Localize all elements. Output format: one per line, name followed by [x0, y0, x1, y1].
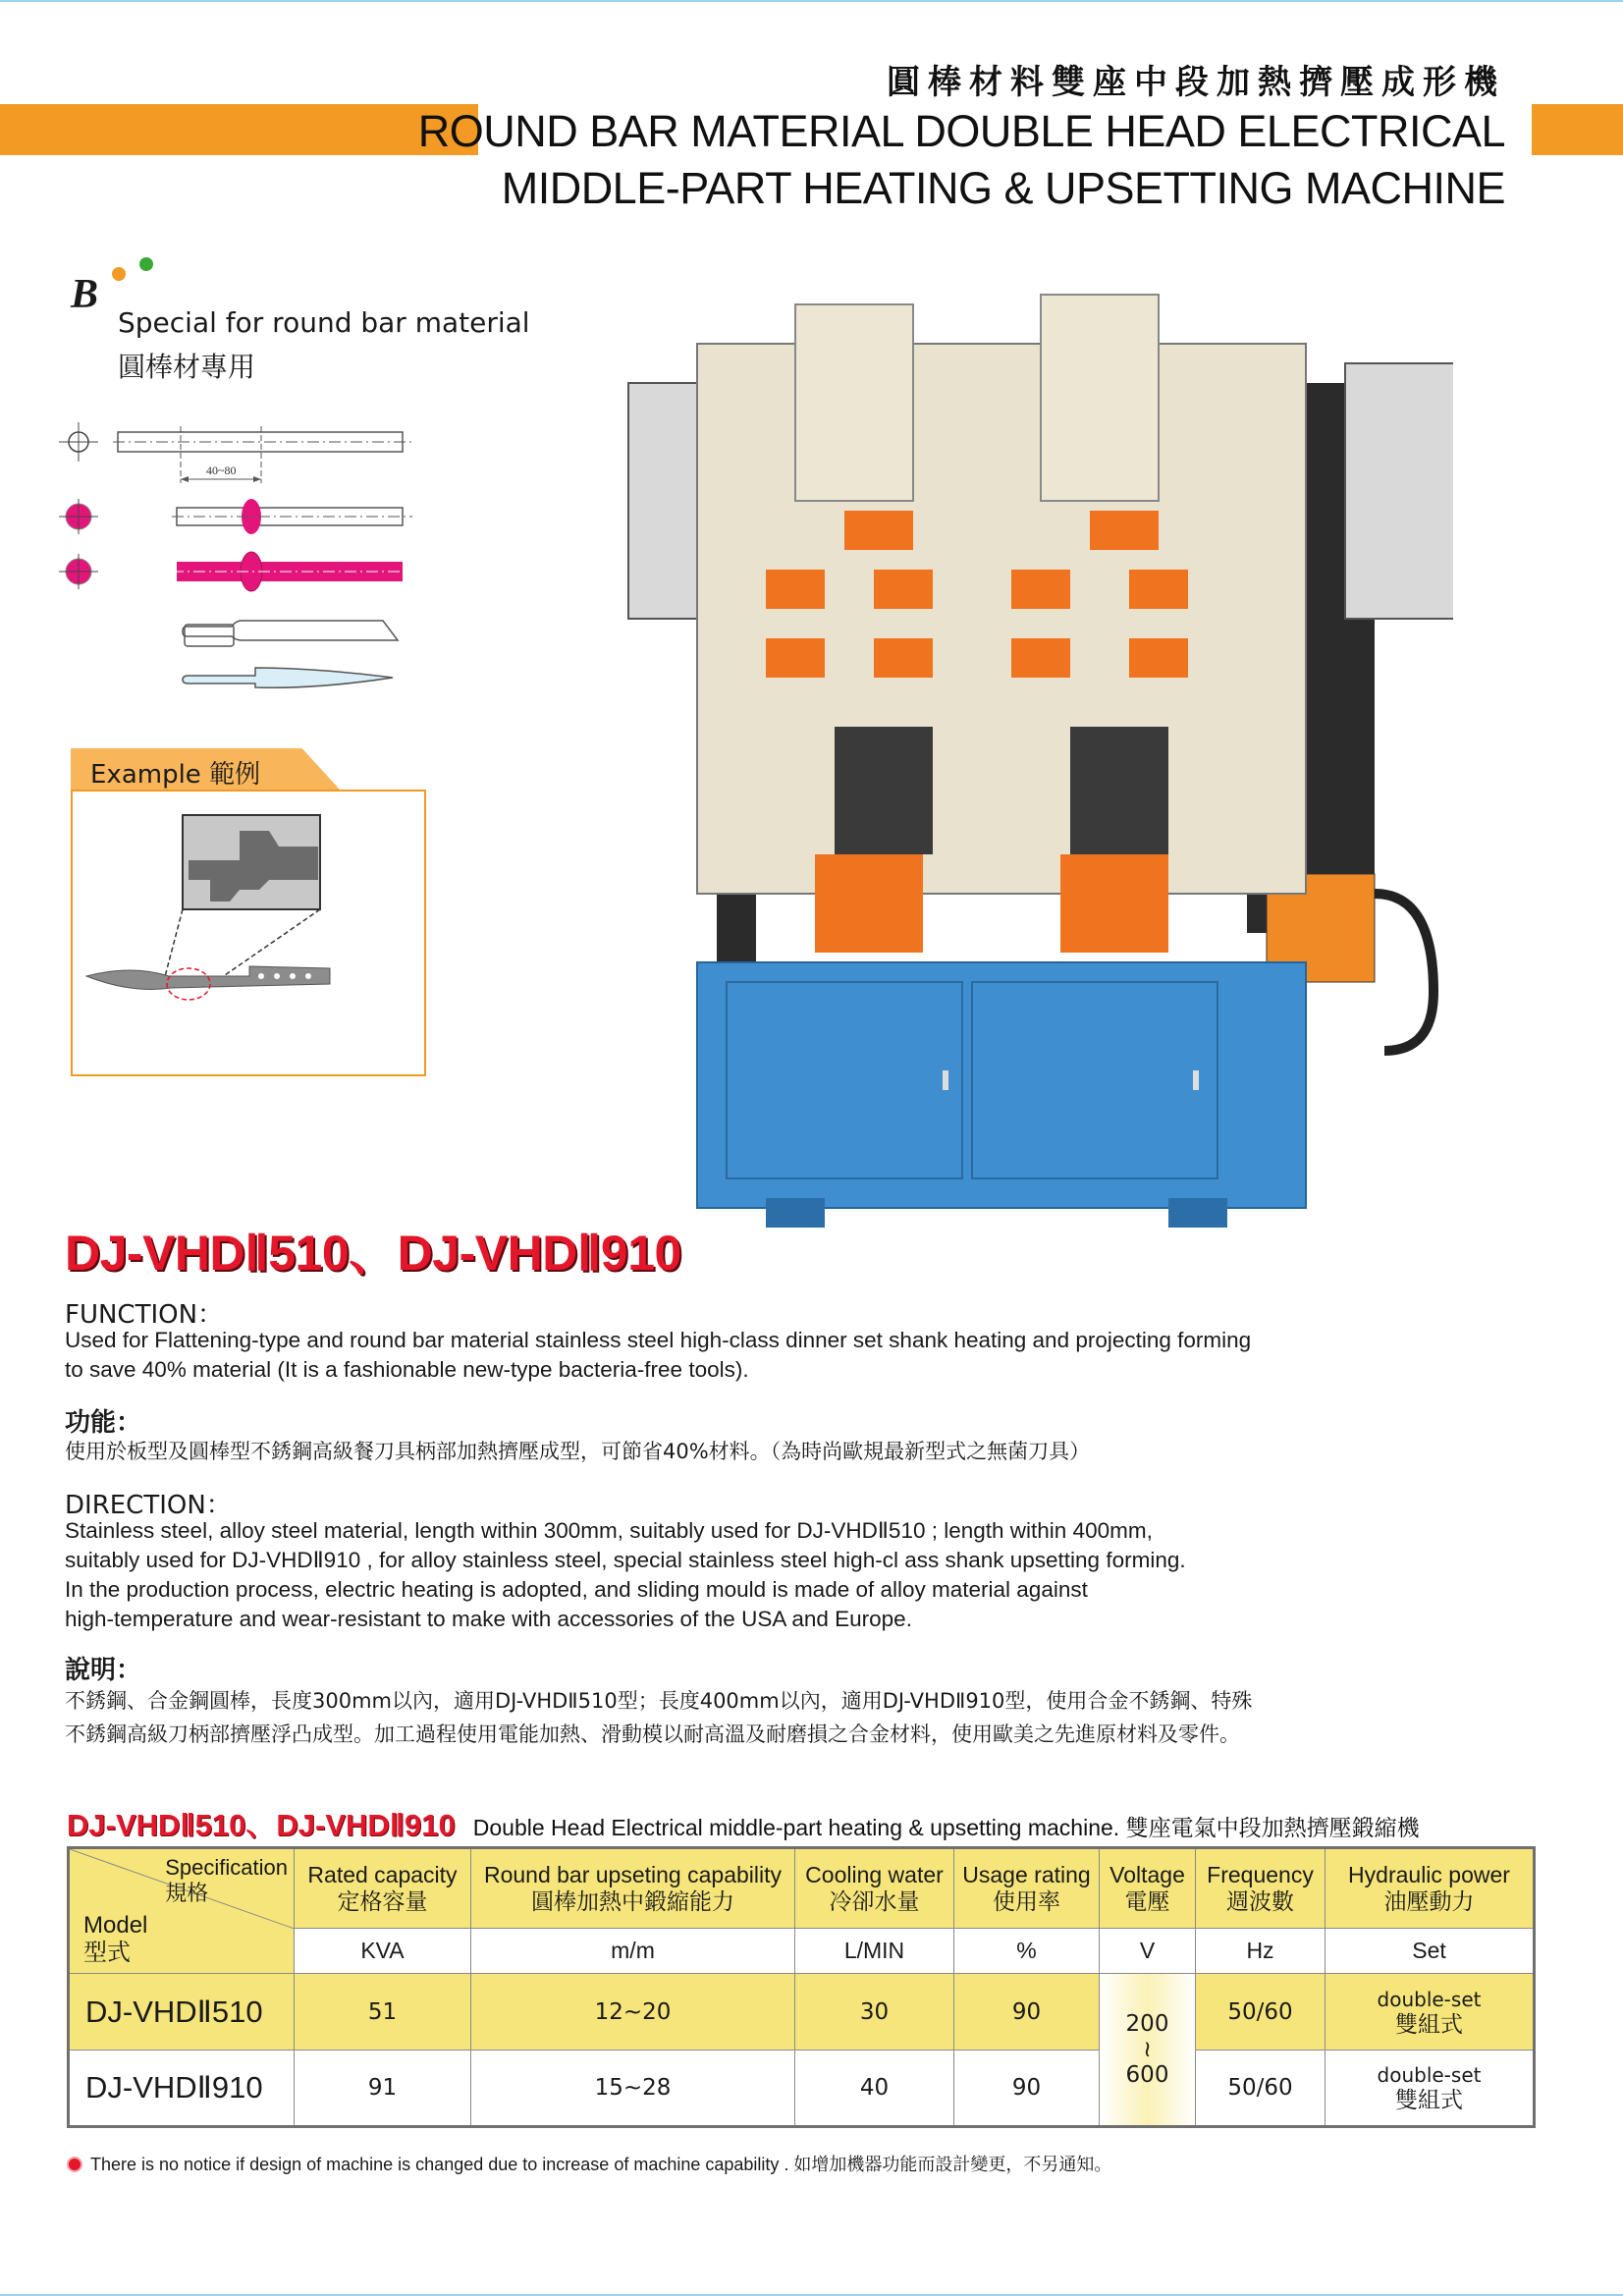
unit-hydraulic: Set [1325, 1929, 1535, 1974]
header-accent-bar-left [0, 104, 478, 155]
unit-frequency: Hz [1196, 1929, 1325, 1974]
row-hydraulic: double-set 雙組式 [1325, 2050, 1535, 2127]
row-water: 40 [795, 2050, 954, 2127]
direction-text-zh-line1: 不銹鋼、合金鋼圓棒，長度300mm以內，適用DJ-VHDⅡ510型；長度400mm以內，適用DJ-VHDⅡ910型，使用合金不銹鋼、特殊 [65, 1689, 1253, 1713]
row-upset: 12~20 [471, 1974, 795, 2050]
category-label-en: Special for round bar material [118, 306, 530, 339]
notice-bullet-icon [67, 2157, 82, 2172]
unit-upset: m/m [471, 1929, 795, 1974]
spec-table-description: Double Head Electrical middle-part heating & upsetting machine. 雙座電氣中段加熱擠壓鍛縮機 [472, 1815, 1420, 1840]
direction-heading-en: DIRECTION： [65, 1491, 232, 1520]
row-frequency: 50/60 [1196, 1974, 1325, 2050]
notice-text: There is no notice if design of machine is changed due to increase of machine capability . 如增加機器功能而設計變更，不另通知。 [90, 2155, 1112, 2174]
direction-text-en-line4: high-temperature and wear-resistant to make with accessories of the USA and Europe. [65, 1607, 912, 1631]
row-usage: 90 [954, 2050, 1100, 2127]
row-upset: 15~28 [471, 2050, 795, 2127]
direction-text-en-line1: Stainless steel, alloy steel material, length within 300mm, suitably used for DJ-VHDⅡ510 ; length within 400mm, [65, 1518, 1153, 1543]
spec-header-row [69, 1848, 1535, 1929]
function-text-en-line2: to save 40% material (It is a fashionable new-type bacteria-free tools). [65, 1357, 749, 1382]
category-label-zh: 圓棒材專用 [118, 351, 256, 383]
function-text-en-line1: Used for Flattening-type and round bar material stainless steel high-class dinner set shank heating and projecting forming [65, 1328, 1252, 1352]
col-header-usage: Usage rating 使用率 [954, 1848, 1100, 1929]
model-title: DJ-VHDⅡ510、DJ-VHDⅡ910 [65, 1226, 681, 1281]
row-model: DJ-VHDⅡ510 [69, 1974, 295, 2050]
top-border-line [0, 0, 1623, 2]
machine-illustration [619, 265, 1453, 1247]
row-frequency: 50/60 [1196, 2050, 1325, 2127]
row-model: DJ-VHDⅡ910 [69, 2050, 295, 2127]
category-mark: B [71, 272, 99, 317]
direction-text-en-line3: In the production process, electric heating is adopted, and sliding mould is made of alloy material against [65, 1577, 1088, 1602]
example-box [71, 790, 426, 1076]
round-bar-process-diagram [59, 412, 422, 707]
unit-capacity: KVA [295, 1929, 471, 1974]
example-label: Example 範例 [90, 760, 261, 790]
page-title-en-line2: MIDDLE-PART HEATING & UPSETTING MACHINE [501, 163, 1505, 213]
col-header-capacity: Rated capacity 定格容量 [295, 1848, 471, 1929]
category-dot-orange [112, 267, 126, 281]
unit-usage: % [954, 1929, 1100, 1974]
direction-text-en-line2: suitably used for DJ-VHDⅡ910 , for alloy stainless steel, special stainless steel high-cl ass shank upsetting forming. [65, 1548, 1186, 1572]
heated-bar-diagram [59, 499, 412, 534]
row-hydraulic: double-set 雙組式 [1325, 1974, 1535, 2050]
category-dot-green [139, 257, 153, 271]
col-header-hydraulic: Hydraulic power 油壓動力 [1325, 1848, 1535, 1929]
dimension-label: 40~80 [206, 464, 237, 477]
voltage-low: 200 [1125, 2011, 1169, 2037]
row-capacity: 51 [295, 1974, 471, 2050]
corner-spec-label: Specification 規格 [165, 1855, 288, 1905]
col-header-frequency: Frequency 週波數 [1196, 1848, 1325, 1929]
finished-knife-diagram [183, 668, 393, 687]
col-header-upset: Round bar upseting capability 圓棒加熱中鍛縮能力 [471, 1848, 795, 1929]
raw-bar-diagram [59, 422, 412, 483]
row-capacity: 91 [295, 2050, 471, 2127]
voltage-range-cell [1100, 1974, 1196, 2127]
knife-blank-diagram [183, 621, 398, 646]
page-title-en-line1: ROUND BAR MATERIAL DOUBLE HEAD ELECTRICAL [417, 106, 1505, 156]
direction-heading-zh: 說明： [65, 1656, 142, 1685]
table-row [69, 1974, 1535, 2050]
design-change-notice [67, 2151, 1111, 2176]
function-text-zh: 使用於板型及圓棒型不銹鋼高級餐刀具柄部加熱擠壓成型，可節省40%材料。（為時尚歐規最新型式之無菌刀具） [65, 1440, 1091, 1463]
voltage-high: 600 [1125, 2062, 1169, 2088]
voltage-tilde: ≀ [1143, 2037, 1152, 2062]
unit-voltage: V [1100, 1929, 1196, 1974]
example-knife-photo [73, 792, 424, 1074]
spec-corner-cell [69, 1848, 295, 1974]
unit-water: L/MIN [795, 1929, 954, 1974]
row-water: 30 [795, 1974, 954, 2050]
direction-text-zh-line2: 不銹鋼高級刀柄部擠壓浮凸成型。加工過程使用電能加熱、滑動模以耐高溫及耐磨損之合金材料，使用歐美之先進原材料及零件。 [65, 1722, 1240, 1746]
spec-table-heading [67, 1800, 1420, 1844]
spec-table [67, 1846, 1536, 2128]
row-usage: 90 [954, 1974, 1100, 2050]
page-title-zh: 圓棒材料雙座中段加熱擠壓成形機 [887, 63, 1505, 102]
col-header-water: Cooling water 冷卻水量 [795, 1848, 954, 1929]
col-header-voltage: Voltage 電壓 [1100, 1848, 1196, 1929]
function-heading-en: FUNCTION： [65, 1300, 224, 1330]
function-heading-zh: 功能： [65, 1408, 142, 1438]
corner-model-label: Model 型式 [83, 1912, 148, 1966]
spec-table-models: DJ-VHDⅡ510、DJ-VHDⅡ910 [67, 1808, 456, 1842]
header-accent-bar-right [1532, 104, 1623, 155]
upset-bar-diagram [59, 552, 412, 591]
table-row [69, 2050, 1535, 2127]
